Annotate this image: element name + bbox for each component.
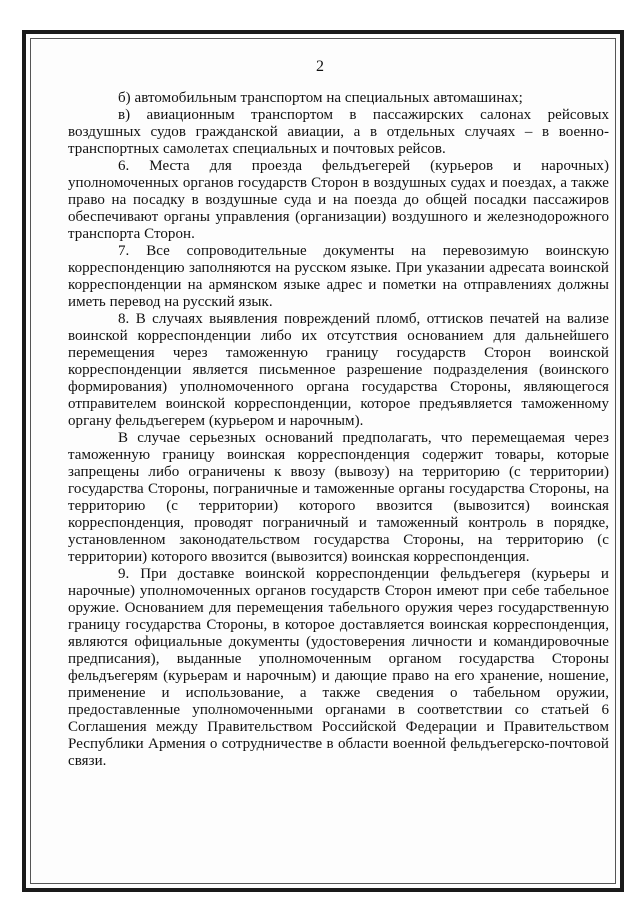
paragraph-8-customs-control: В случае серьезных оснований предполагать, что перемещаемая через таможенную границу воинская корреспонденция содержит товары, которые запрещены либо ограничены к ввозу (вывозу) на территорию (с территории) государства Стороны, пограничные и таможенные органы государства Стороны, на территорию (с территории) которого ввозится (вывозится) воинская корреспонденция, проводят пограничный и таможенный контроль в порядке, установленном законодательством государства Стороны, на территорию (с территории) которого ввозится (вывозится) воинская корреспонденция. [68,430,609,565]
paragraph-b-automobile: б) автомобильным транспортом на специальных автомашинах; [118,90,523,106]
paragraph-6-seats: 6. Места для проезда фельдъегерей (курьеров и нарочных) уполномоченных органов государств Сторон в воздушных судах и поездах, а также право на посадку в воздушные суда и на поезда до общей посадки пассажиров обеспечивают органы управления (организации) воздушного и железнодорожного транспорта Сторон. [68,158,609,242]
paragraph-7-documents: 7. Все сопроводительные документы на перевозимую воинскую корреспонденцию заполняются на русском языке. При указании адресата воинской корреспонденции на армянском языке адрес и пометки на отправлениях должны иметь перевод на русский язык. [68,243,609,310]
page-number: 2 [316,58,324,75]
paragraph-9-weapons: 9. При доставке воинской корреспонденции фельдъегеря (курьеры и нарочные) уполномоченных органов государств Сторон имеют при себе табельное оружие. Основанием для перемещения табельного оружия через государственную границу государства Стороны, в которое доставляется воинская корреспонденция, являются официальные документы (удостоверения личности и командировочные предписания), выданные уполномоченным органом государства Стороны фельдъегерям (курьерам и нарочным) и дающие право на его хранение, ношение, применение и использование, а также сведения о табельном оружии, предоставленные уполномоченными органами в соответствии со статьей 6 Соглашения между Правительством Российской Федерации и Правительством Республики Армения о сотрудничестве в области военной фельдъегерско-почтовой связи. [68,566,609,769]
document-body [68,90,609,770]
paragraph-8-seals: 8. В случаях выявления повреждений пломб, оттисков печатей на вализе воинской корреспонденции либо их отсутствия основанием для дальнейшего перемещения через таможенную границу государств Сторон воинской корреспонденции является письменное разрешение подразделения (воинского формирования) уполномоченного органа государства Стороны, являющегося отправителем воинской корреспонденции, которое предъявляется таможенному органу фельдъегерем (курьером и нарочным). [68,311,609,429]
paragraph-v-aviation: в) авиационным транспортом в пассажирских салонах рейсовых воздушных судов гражданской авиации, а в отдельных случаях – в военно-транспортных самолетах специальных и почтовых рейсов. [68,107,609,157]
